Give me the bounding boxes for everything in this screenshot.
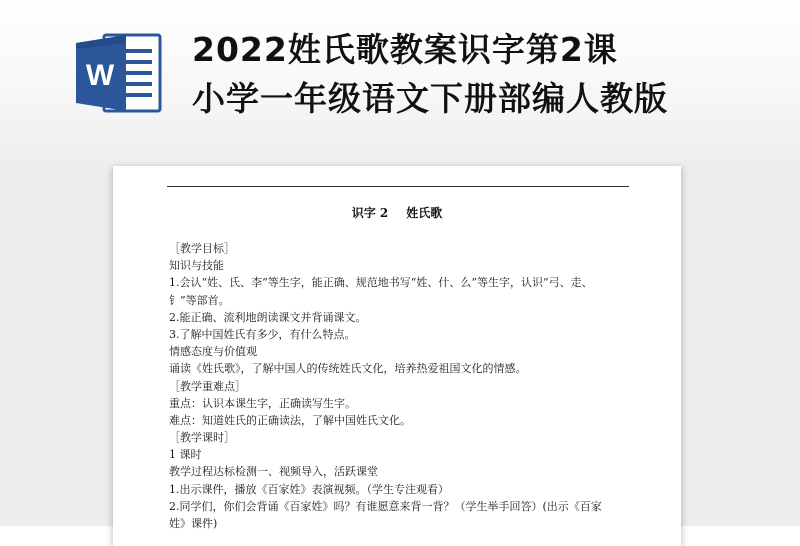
word-icon-letter: W (85, 59, 115, 92)
title-line-1: 2022姓氏歌教案识字第2课 (192, 30, 618, 69)
word-document-icon (76, 33, 162, 113)
doc-line: 情感态度与价值观 (169, 345, 257, 359)
doc-line: 重点：认识本课生字，正确读写生字。 (169, 396, 356, 410)
doc-line: 难点：知道姓氏的正确读法，了解中国姓氏文化。 (169, 413, 411, 427)
page-title (192, 25, 792, 123)
doc-line: 钅”等部首。 (169, 293, 230, 307)
doc-line: 3.了解中国姓氏有多少，有什么特点。 (169, 327, 356, 341)
doc-line: 1.出示课件，播放《百家姓》表演视频。（学生专注观看） (169, 482, 449, 496)
header-rule (167, 186, 629, 187)
doc-line: 诵读《姓氏歌》，了解中国人的传统姓氏文化，培养热爱祖国文化的情感。 (169, 362, 527, 376)
document-body (169, 240, 631, 532)
doc-line: 1 课时 (169, 448, 202, 462)
doc-line: ［教学重难点］ (169, 379, 246, 393)
doc-line: 2.能正确、流利地朗读课文并背诵课文。 (169, 310, 367, 324)
doc-line: ［教学目标］ (169, 242, 235, 255)
document-page (113, 166, 681, 546)
document-heading (113, 204, 681, 221)
doc-line: 知识与技能 (169, 259, 224, 273)
doc-line: 姓》课件) (169, 517, 218, 530)
doc-line: 教学过程达标检测一、视频导入，活跃课堂 (169, 465, 378, 479)
heading-lesson-title: 姓氏歌 (406, 206, 443, 220)
doc-line: 2.同学们，你们会背诵《百家姓》吗？有谁愿意来背一背？（学生举手回答）(出示《百家 (169, 499, 602, 513)
doc-line: 1.会认“姓、氏、李”等生字，能正确、规范地书写“姓、什、么”等生字，认识“弓、走、 (169, 276, 593, 290)
title-line-2: 小学一年级语文下册部编人教版 (192, 79, 668, 118)
doc-line: ［教学课时］ (169, 431, 235, 445)
heading-lesson-number: 识字 2 (351, 206, 389, 220)
